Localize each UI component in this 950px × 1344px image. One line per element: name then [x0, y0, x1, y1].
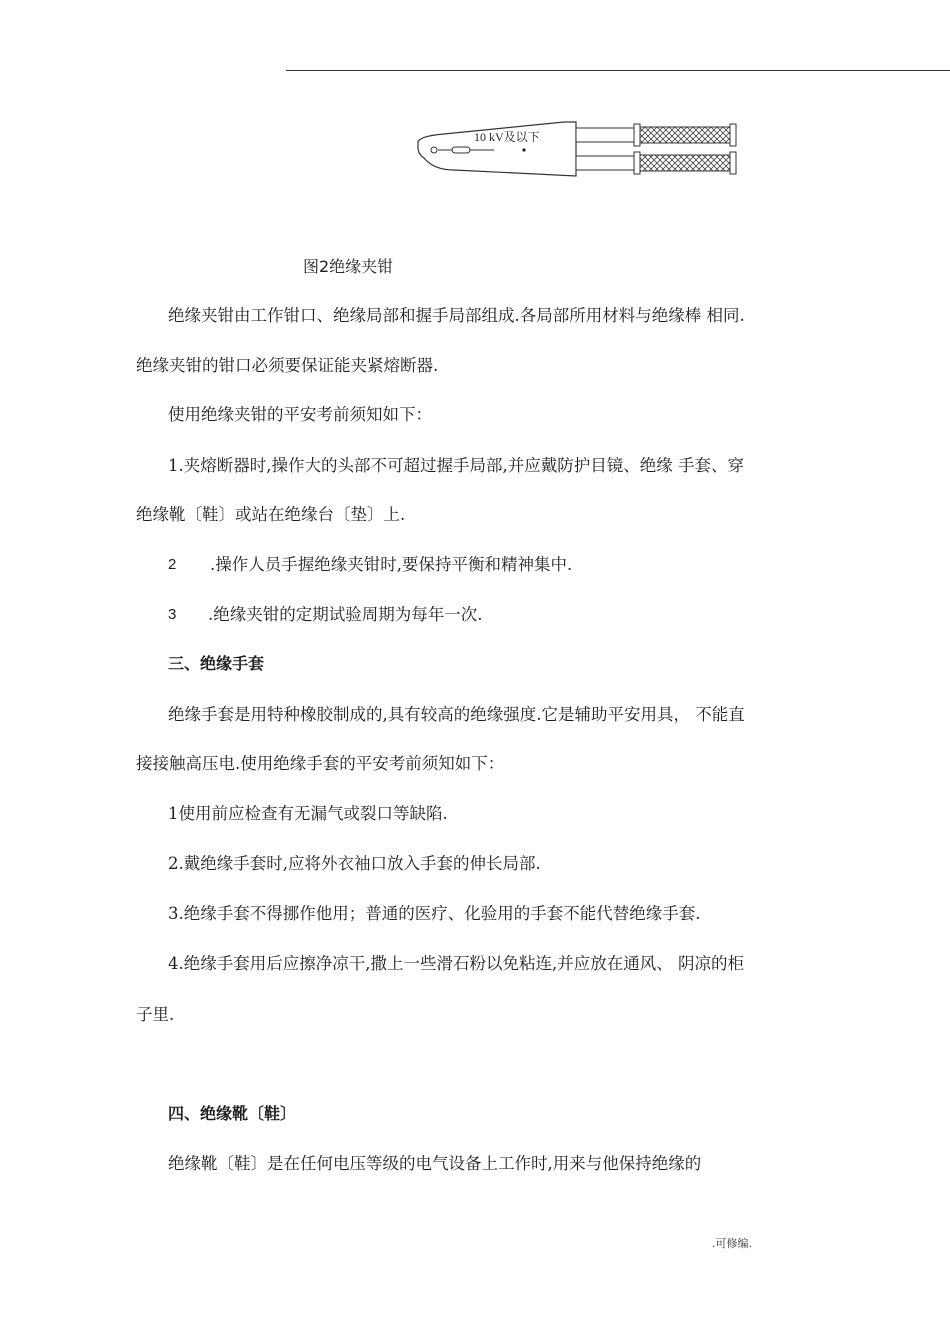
clamp-item-3-text: .绝缘夹钳的定期试验周期为每年一次.: [208, 605, 483, 624]
clamp-item-3-number: 3: [168, 606, 177, 623]
gloves-item-4-line-1: 4.绝缘手套用后应擦净凉干,撒上一些滑石粉以免粘连,并应放在通风、 阴凉的柜: [168, 954, 744, 973]
gloves-item-2: 2.戴绝缘手套时,应将外衣袖口放入手套的伸长局部.: [168, 854, 541, 873]
gloves-paragraph-line-2: 接接触高压电.使用绝缘手套的平安考前须知如下：: [136, 754, 505, 773]
clamp-item-2-text: .操作人员手握绝缘夹钳时,要保持平衡和精神集中.: [210, 555, 573, 574]
boots-heading: 四、绝缘靴〔鞋〕: [168, 1104, 297, 1123]
boots-paragraph-line-1: 绝缘靴〔鞋〕是在任何电压等级的电气设备上工作时,用来与他保持绝缘的: [168, 1154, 702, 1173]
footer-editable-note: .可修编.: [712, 1237, 752, 1250]
gloves-heading: 三、绝缘手套: [168, 654, 265, 673]
gloves-item-3: 3.绝缘手套不得挪作他用；普通的医疗、化验用的手套不能代替绝缘手套.: [168, 904, 701, 923]
clamp-notice-intro: 使用绝缘夹钳的平安考前须知如下：: [168, 405, 432, 424]
header-rule: [286, 70, 950, 71]
figure-caption: 图2绝缘夹钳: [303, 257, 394, 276]
clamp-item-2-number: 2: [168, 556, 177, 573]
clamp-item-1-line-1: 1.夹熔断器时,操作大的头部不可超过握手局部,并应戴防护目镜、绝缘 手套、穿: [168, 456, 744, 475]
clamp-pivot: [431, 147, 437, 153]
clamp-voltage-label: 10 kV及以下: [474, 130, 540, 144]
gloves-item-4-line-2: 子里.: [136, 1005, 175, 1024]
gloves-paragraph-line-1: 绝缘手套是用特种橡胶制成的,具有较高的绝缘强度.它是辅助平安用具， 不能直: [168, 705, 745, 724]
clamp-paragraph-line-1: 绝缘夹钳由工作钳口、绝缘局部和握手局部组成.各局部所用材料与绝缘棒 相同.: [168, 306, 745, 325]
clamp-jaw-slot: [452, 147, 470, 153]
grip-upper: [640, 127, 730, 143]
grip-lower: [640, 155, 730, 171]
clamp-item-1-line-2: 绝缘靴〔鞋〕或站在绝缘台〔垫〕上.: [136, 505, 406, 524]
gloves-item-1: 1使用前应检查有无漏气或裂口等缺陷.: [168, 804, 448, 823]
clamp-paragraph-line-2: 绝缘夹钳的钳口必须要保证能夹紧熔断器.: [136, 356, 439, 375]
insulated-clamp-figure: [414, 118, 744, 188]
